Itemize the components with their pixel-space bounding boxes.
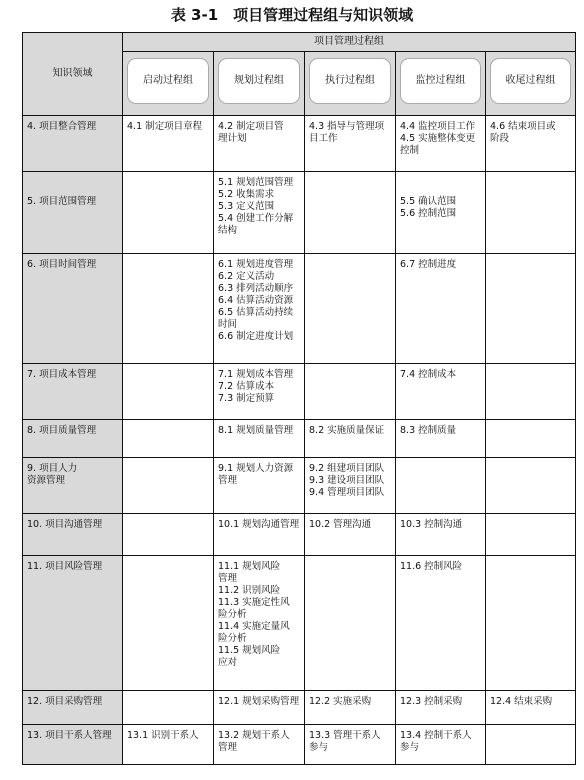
table-row xyxy=(23,514,576,556)
process-cell: 10.3 控制沟通 xyxy=(396,514,486,556)
knowledge-area-label: 12. 项目采购管理 xyxy=(23,691,123,725)
process-cell xyxy=(486,458,576,514)
process-cell: 5.5 确认范围 5.6 控制范围 xyxy=(396,172,486,254)
process-cell: 13.4 控制干系人 参与 xyxy=(396,725,486,765)
process-cell xyxy=(486,172,576,254)
stage-executing: 执行过程组 xyxy=(309,58,391,104)
knowledge-area-label: 4. 项目整合管理 xyxy=(23,116,123,172)
process-cell: 12.2 实施采购 xyxy=(305,691,396,725)
stage-initiating: 启动过程组 xyxy=(127,58,209,104)
process-cell: 5.1 规划范围管理 5.2 收集需求 5.3 定义范围 5.4 创建工作分解 结构 xyxy=(214,172,305,254)
process-cell: 10.1 规划沟通管理 xyxy=(214,514,305,556)
process-cell: 8.2 实施质量保证 xyxy=(305,420,396,458)
process-cell xyxy=(305,172,396,254)
table-row xyxy=(23,420,576,458)
process-cell: 7.4 控制成本 xyxy=(396,364,486,420)
table-row xyxy=(23,725,576,765)
process-cell: 10.2 管理沟通 xyxy=(305,514,396,556)
process-cell: 13.3 管理干系人 参与 xyxy=(305,725,396,765)
process-cell: 11.1 规划风险 管理 11.2 识别风险 11.3 实施定性风 险分析 11.4 实施定量风 险分析 11.5 规划风险 应对 xyxy=(214,556,305,691)
process-cell: 12.3 控制采购 xyxy=(396,691,486,725)
process-cell: 9.1 规划人力资源 管理 xyxy=(214,458,305,514)
knowledge-area-label: 5. 项目范围管理 xyxy=(23,172,123,254)
process-cell: 9.2 组建项目团队 9.3 建设项目团队 9.4 管理项目团队 xyxy=(305,458,396,514)
process-cell: 12.1 规划采购管理 xyxy=(214,691,305,725)
process-cell xyxy=(123,458,214,514)
process-cell xyxy=(486,514,576,556)
process-cell xyxy=(123,364,214,420)
process-cell xyxy=(486,254,576,364)
process-cell xyxy=(123,514,214,556)
table-row xyxy=(23,254,576,364)
process-cell: 4.4 监控项目工作 4.5 实施整体变更 控制 xyxy=(396,116,486,172)
knowledge-area-header: 知识领域 xyxy=(23,33,123,116)
header-row-group xyxy=(23,33,576,52)
table-title: 表 3-1 项目管理过程组与知识领域 xyxy=(170,6,414,24)
process-cell: 7.1 规划成本管理 7.2 估算成本 7.3 制定预算 xyxy=(214,364,305,420)
process-cell xyxy=(305,556,396,691)
knowledge-area-label: 9. 项目人力 资源管理 xyxy=(23,458,123,514)
process-cell: 8.1 规划质量管理 xyxy=(214,420,305,458)
stage-planning: 规划过程组 xyxy=(218,58,300,104)
table-row xyxy=(23,691,576,725)
process-cell: 12.4 结束采购 xyxy=(486,691,576,725)
process-cell xyxy=(396,458,486,514)
process-cell: 4.2 制定项目管 理计划 xyxy=(214,116,305,172)
process-cell: 4.1 制定项目章程 xyxy=(123,116,214,172)
table-row xyxy=(23,556,576,691)
table-row xyxy=(23,172,576,254)
process-cell xyxy=(486,420,576,458)
stage-monitoring: 监控过程组 xyxy=(400,58,481,104)
process-cell: 13.1 识别干系人 xyxy=(123,725,214,765)
knowledge-area-label: 11. 项目风险管理 xyxy=(23,556,123,691)
stage-closing: 收尾过程组 xyxy=(490,58,571,104)
process-cell xyxy=(486,364,576,420)
knowledge-area-label: 8. 项目质量管理 xyxy=(23,420,123,458)
knowledge-area-label: 6. 项目时间管理 xyxy=(23,254,123,364)
process-cell: 6.1 规划进度管理 6.2 定义活动 6.3 排列活动顺序 6.4 估算活动资源 6.5 估算活动持续 时间 6.6 制定进度计划 xyxy=(214,254,305,364)
process-cell xyxy=(486,556,576,691)
process-cell xyxy=(123,254,214,364)
process-cell xyxy=(123,172,214,254)
process-cell: 13.2 规划干系人 管理 xyxy=(214,725,305,765)
process-group-header: 项目管理过程组 xyxy=(123,33,576,52)
table-row xyxy=(23,458,576,514)
process-cell: 11.6 控制风险 xyxy=(396,556,486,691)
process-cell: 6.7 控制进度 xyxy=(396,254,486,364)
process-cell: 4.6 结束项目或 阶段 xyxy=(486,116,576,172)
process-cell xyxy=(123,691,214,725)
process-knowledge-table xyxy=(22,32,576,765)
knowledge-area-label: 7. 项目成本管理 xyxy=(23,364,123,420)
process-cell xyxy=(305,364,396,420)
process-cell xyxy=(123,420,214,458)
table-row xyxy=(23,116,576,172)
process-cell xyxy=(123,556,214,691)
process-cell: 8.3 控制质量 xyxy=(396,420,486,458)
table-row xyxy=(23,364,576,420)
process-cell: 4.3 指导与管理项 目工作 xyxy=(305,116,396,172)
process-cell xyxy=(486,725,576,765)
knowledge-area-label: 13. 项目干系人管理 xyxy=(23,725,123,765)
knowledge-area-label: 10. 项目沟通管理 xyxy=(23,514,123,556)
process-cell xyxy=(305,254,396,364)
